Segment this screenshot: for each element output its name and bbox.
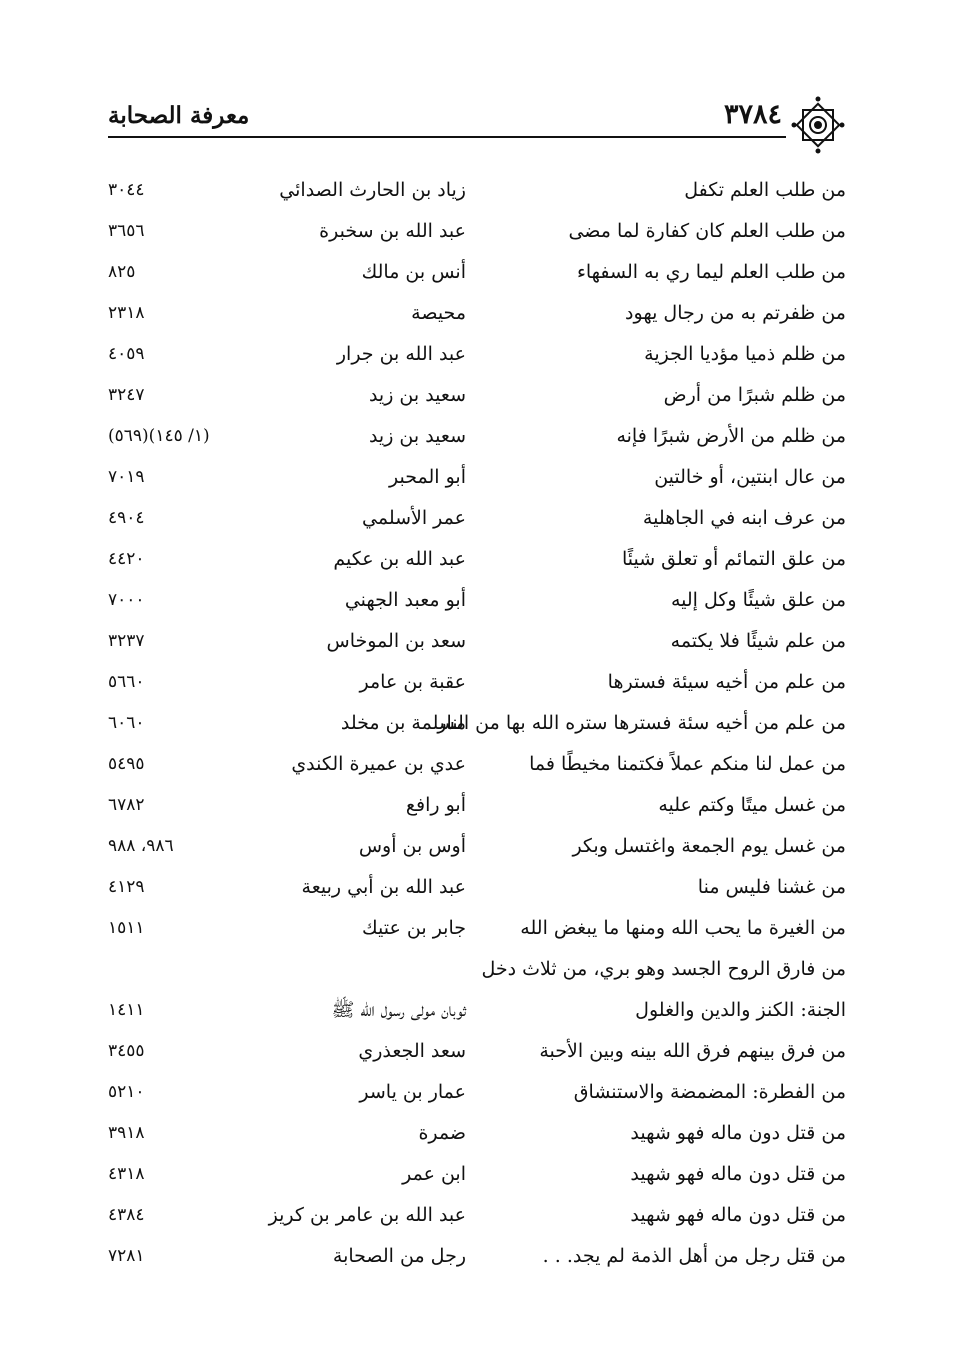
hadith-text: من طلب العلم ليما ري به السفهاء (576, 261, 846, 283)
table-row (108, 826, 846, 867)
hadith-text: من علق التمائم أو تعلق شيئًا (621, 548, 846, 570)
hadith-number: ٣٩١٨ (108, 1123, 145, 1143)
index-table (108, 170, 846, 1277)
table-row (108, 539, 846, 580)
narrator-name: سعيد بن زيد (368, 384, 466, 406)
table-row (108, 949, 846, 990)
narrator-name: ضمرة (418, 1122, 466, 1144)
hadith-number: ٤٤٢٠ (108, 549, 145, 569)
narrator-name: عبد الله بن عكيم (333, 548, 466, 570)
hadith-number: ١٤١١ (108, 1000, 145, 1020)
table-row (108, 1072, 846, 1113)
hadith-text: من طلب العلم تكفل (684, 179, 846, 201)
hadith-text: من قتل دون ماله فهو شهيد (630, 1122, 846, 1144)
hadith-number: ٩٨٦، ٩٨٨ (108, 836, 174, 856)
table-row (108, 170, 846, 211)
table-row (108, 375, 846, 416)
hadith-number: ٥٢١٠ (108, 1082, 145, 1102)
table-row (108, 334, 846, 375)
hadith-text: من غشنا فليس منا (697, 876, 846, 898)
hadith-text: من علم من أخيه سيئة فسترها (607, 671, 846, 693)
hadith-text: من عرف ابنه في الجاهلية (642, 507, 846, 529)
narrator-name: رجل من الصحابة (332, 1245, 466, 1267)
narrator-name: مسلمة بن مخلد (340, 712, 466, 734)
narrator-name: عبد الله بن عامر بن كريز (268, 1204, 466, 1226)
hadith-number: ٣٤٥٥ (108, 1041, 145, 1061)
hadith-number: ٧٠١٩ (108, 467, 145, 487)
narrator-name: عبد الله بن أبي ربيعة (301, 876, 466, 898)
hadith-number: ٤٣٨٤ (108, 1205, 145, 1225)
hadith-text: من قتل رجل من أهل الذمة لم يجد. . . (542, 1245, 846, 1267)
hadith-number: ٣٠٤٤ (108, 180, 145, 200)
table-row (108, 785, 846, 826)
narrator-name: سعيد بن زيد (368, 425, 466, 447)
hadith-text: من علم شيئًا فلا يكتمه (670, 630, 846, 652)
narrator-name: أبو المحبر (389, 466, 466, 488)
table-row (108, 621, 846, 662)
octagram-ornament-icon (792, 96, 844, 154)
hadith-number: ٨٢٥ (108, 262, 136, 282)
hadith-text: من عمل لنا منكم عملاً فكتمنا مخيطًا فما (529, 753, 846, 775)
hadith-text: من غسل ميتًا وكتم عليه (658, 794, 846, 816)
hadith-number: ٤٠٥٩ (108, 344, 145, 364)
table-row (108, 1031, 846, 1072)
hadith-text: من فارق الروح الجسد وهو بري، من ثلاث دخل (481, 958, 846, 980)
hadith-number: ٣٢٣٧ (108, 631, 145, 651)
hadith-text: من فرق بينهم فرق الله بينه وبين الأحبة (539, 1040, 846, 1062)
table-row (108, 498, 846, 539)
narrator-name: عدي بن عميرة الكندي (291, 753, 466, 775)
table-row (108, 1113, 846, 1154)
table-row (108, 416, 846, 457)
hadith-number: ٥٤٩٥ (108, 754, 145, 774)
table-row (108, 211, 846, 252)
hadith-text: من ظلم من الأرض شبرًا فإنه (616, 425, 846, 447)
hadith-number: (١/ ١٤٥)(٥٦٩) (108, 426, 210, 446)
hadith-text: من قتل دون ماله فهو شهيد (630, 1204, 846, 1226)
hadith-number: ٤١٢٩ (108, 877, 145, 897)
narrator-name: محيصة (411, 302, 466, 324)
hadith-text: من علق شيئًا وكل إليه (670, 589, 846, 611)
narrator-name: سعد بن الموخاس (326, 630, 466, 652)
narrator-name: أبو رافع (405, 794, 466, 816)
hadith-text: الجنة: الكنز والدين والغلول (635, 999, 846, 1021)
narrator-name: أوس بن أوس (358, 835, 466, 857)
hadith-text: من قتل دون ماله فهو شهيد (630, 1163, 846, 1185)
hadith-text: من غسل يوم الجمعة واغتسل وبكر (572, 835, 846, 857)
hadith-number: ٧٠٠٠ (108, 590, 145, 610)
hadith-number: ٦٠٦٠ (108, 713, 145, 733)
table-row (108, 293, 846, 334)
narrator-name: عمر الأسلمي (362, 507, 466, 529)
table-row (108, 1195, 846, 1236)
hadith-text: من ظلم ذميا مؤديا الجزية (644, 343, 846, 365)
table-row (108, 662, 846, 703)
hadith-text: من طلب العلم كان كفارة لما مضى (568, 220, 846, 242)
hadith-text: من علم من أخيه سئة فسترها ستره الله بها من النار (437, 712, 846, 734)
narrator-name: زياد بن الحارث الصدائي (279, 179, 466, 201)
table-row (108, 1154, 846, 1195)
hadith-number: ٣٢٤٧ (108, 385, 145, 405)
hadith-text: من ظلم شبرًا من أرض (663, 384, 846, 406)
table-row (108, 457, 846, 498)
narrator-name: ابن عمر (402, 1163, 466, 1185)
hadith-text: من الغيرة ما يحب الله ومنها ما يبغض الله (520, 917, 846, 939)
narrator-name: أنس بن مالك (361, 261, 466, 283)
header-rule (108, 136, 786, 138)
hadith-text: من ظفرتم به من رجال يهود (625, 302, 846, 324)
hadith-text: من الفطرة: المضمضة والاستنشاق (573, 1081, 846, 1103)
table-row (108, 744, 846, 785)
table-row (108, 867, 846, 908)
narrator-name: عقبة بن عامر (359, 671, 466, 693)
narrator-name: عبد الله بن جرار (336, 343, 466, 365)
hadith-number: ٤٣١٨ (108, 1164, 145, 1184)
narrator-name: عبد الله بن سخبرة (319, 220, 466, 242)
table-row (108, 990, 846, 1031)
hadith-number: ٦٧٨٢ (108, 795, 145, 815)
narrator-name: سعد الجعذري (358, 1040, 466, 1062)
narrator-name: أبو معبد الجهني (344, 589, 466, 611)
table-row (108, 580, 846, 621)
narrator-name: جابر بن عتيك (362, 917, 466, 939)
hadith-number: ١٥١١ (108, 918, 145, 938)
page-number: ٣٧٨٤ (723, 99, 782, 130)
narrator-name: عمار بن ياسر (359, 1081, 466, 1103)
hadith-text: من عال ابنتين، أو خالتين (654, 466, 846, 488)
table-row (108, 908, 846, 949)
hadith-number: ٥٦٦٠ (108, 672, 145, 692)
hadith-number: ٣٦٥٦ (108, 221, 145, 241)
narrator-name: ثوبان مولى رسول الله ﷺ (331, 999, 466, 1021)
table-row (108, 1236, 846, 1277)
hadith-number: ٧٢٨١ (108, 1246, 145, 1266)
table-row (108, 703, 846, 744)
page-header (108, 96, 842, 158)
running-title: معرفة الصحابة (108, 102, 250, 129)
hadith-number: ٢٣١٨ (108, 303, 145, 323)
hadith-number: ٤٩٠٤ (108, 508, 145, 528)
table-row (108, 252, 846, 293)
